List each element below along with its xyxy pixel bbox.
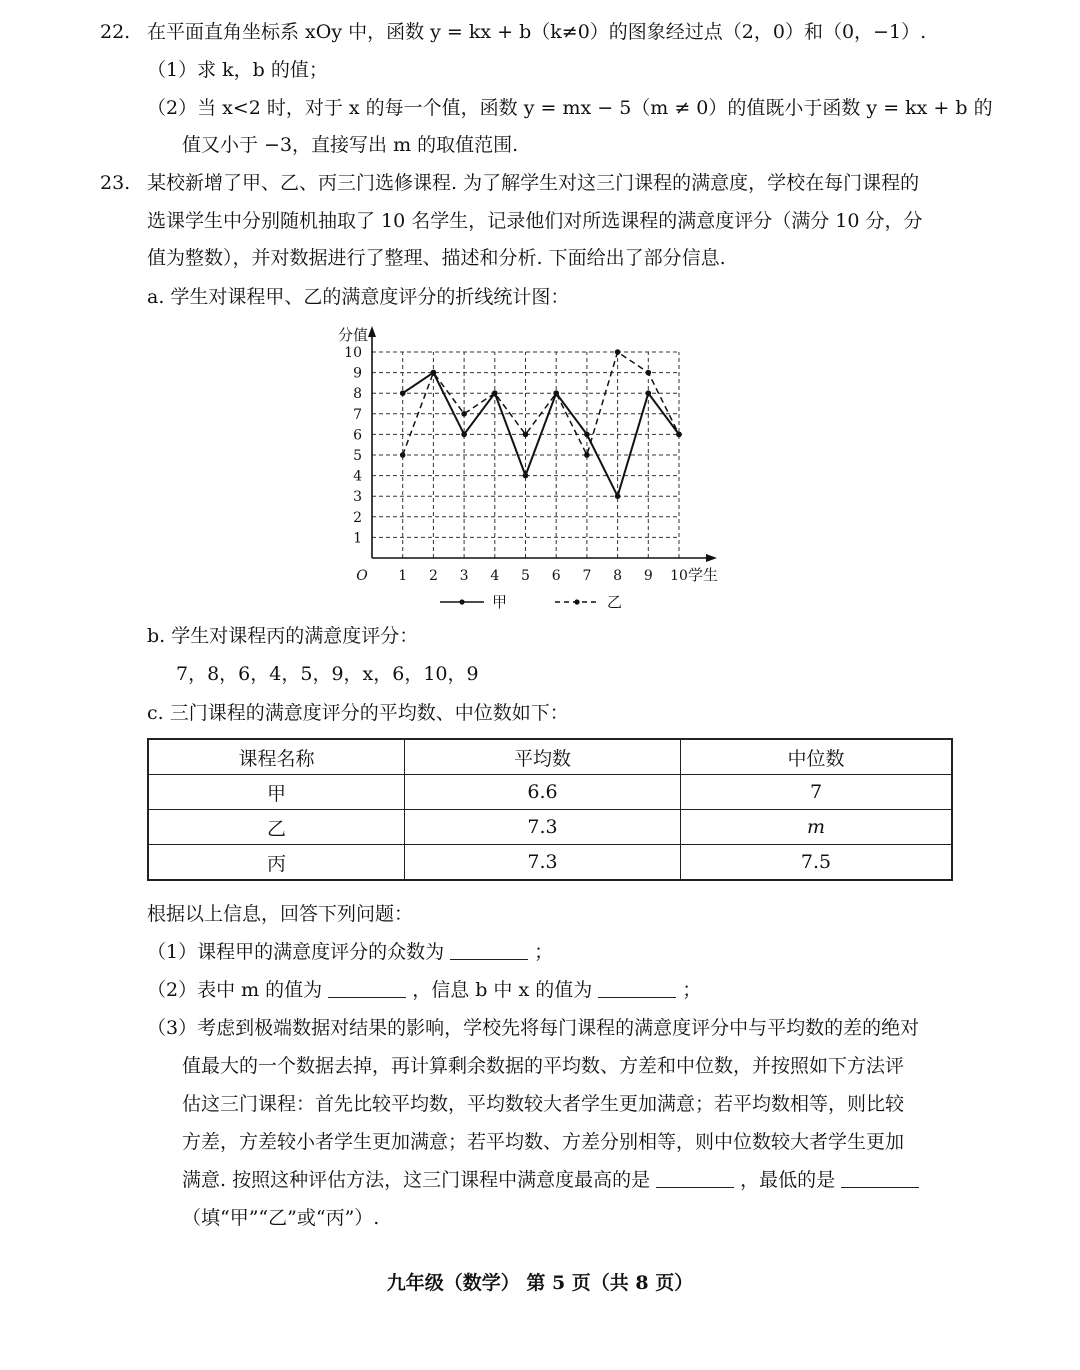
table-cell: 6.6 xyxy=(405,775,681,810)
answer-blank-highest[interactable] xyxy=(656,1169,734,1188)
series-point-1 xyxy=(646,390,652,396)
answer-blank-m[interactable] xyxy=(328,979,406,998)
table-row xyxy=(148,775,952,810)
table-cell: m xyxy=(681,810,953,845)
ans3-line5-text: 满意. 按照这种评估方法，这三门课程中满意度最高的是 xyxy=(182,1169,651,1191)
x-axis-arrow-icon xyxy=(706,554,717,562)
q23-ans3-line1: （3）考虑到极端数据对结果的影响，学校先将每门课程的满意度评分中与平均数的差的绝对 xyxy=(147,1017,920,1039)
answer-blank-lowest[interactable] xyxy=(841,1169,919,1188)
y-tick-label: 8 xyxy=(353,386,362,403)
q23-ans3-line3: 估这三门课程：首先比较平均数，平均数较大者学生更加满意；若平均数相等，则比较 xyxy=(182,1093,905,1115)
q22-part2-line2: 值又小于 −3，直接写出 m 的取值范围. xyxy=(182,134,519,156)
x-tick-label: 10 xyxy=(670,568,688,584)
series-point-1 xyxy=(400,390,406,396)
legend-marker-2 xyxy=(574,599,579,604)
series-point-2 xyxy=(676,432,682,438)
y-tick-label: 4 xyxy=(353,468,362,485)
x-tick-label: 6 xyxy=(551,568,561,584)
table-cell: 甲 xyxy=(148,775,405,810)
y-tick-label: 5 xyxy=(353,448,362,464)
q23-ans3-line5 xyxy=(182,1166,925,1194)
ans2-end: ； xyxy=(682,979,702,1001)
series-point-2 xyxy=(615,349,621,355)
ans3-line5-mid: ，最低的是 xyxy=(740,1169,836,1191)
y-axis-arrow-icon xyxy=(368,326,376,337)
x-tick-label: 4 xyxy=(490,568,500,584)
q23-prompt: 根据以上信息，回答下列问题： xyxy=(147,903,414,925)
q23-stem-line2: 选课学生中分别随机抽取了 10 名学生，记录他们对所选课程的满意度评分（满分 10 分，分 xyxy=(147,210,923,232)
y-tick-label: 1 xyxy=(353,530,362,547)
table-cell: 7.3 xyxy=(405,845,681,881)
y-tick-label: 6 xyxy=(353,427,362,444)
table-row xyxy=(148,845,952,881)
q23-info-c: c. 三门课程的满意度评分的平均数、中位数如下： xyxy=(147,702,569,724)
table-cell: 乙 xyxy=(148,810,405,845)
q23-info-b-data: 7，8，6，4，5，9，x，6，10，9 xyxy=(176,663,479,685)
answer-blank-x[interactable] xyxy=(598,979,676,998)
y-tick-label: 3 xyxy=(353,489,362,506)
ans2-mid-text: ，信息 b 中 x 的值为 xyxy=(412,979,593,1001)
series-point-1 xyxy=(584,432,590,438)
q22-part2-line1: （2）当 x<2 时，对于 x 的每一个值，函数 y = mx − 5（m ≠ 0）的值既小于函数 y = kx + b 的 xyxy=(147,97,993,119)
legend-label-2: 乙 xyxy=(607,593,623,611)
q23-ans2 xyxy=(147,976,701,1004)
series-point-2 xyxy=(431,370,437,376)
x-tick-label: 1 xyxy=(398,568,408,584)
series-point-2 xyxy=(523,432,529,438)
q23-ans3-line6: （填“甲”“乙”或“丙”）. xyxy=(182,1207,380,1229)
x-axis-label: 学生 xyxy=(688,566,719,584)
table-header: 中位数 xyxy=(681,739,953,775)
x-tick-label: 9 xyxy=(643,568,653,584)
series-point-2 xyxy=(400,452,406,458)
table-header: 课程名称 xyxy=(148,739,405,775)
series-point-2 xyxy=(584,452,590,458)
x-tick-label: 8 xyxy=(613,568,623,584)
q23-ans1 xyxy=(147,938,553,966)
table-cell: 丙 xyxy=(148,845,405,881)
q23-ans3-line2: 值最大的一个数据去掉，再计算剩余数据的平均数、方差和中位数，并按照如下方法评 xyxy=(182,1055,905,1077)
series-point-1 xyxy=(523,473,529,479)
y-tick-label: 9 xyxy=(353,365,362,382)
series-point-1 xyxy=(461,432,467,438)
page-footer: 九年级（数学） 第 5 页（共 8 页） xyxy=(386,1272,694,1294)
table-row xyxy=(148,810,952,845)
q23-stem-line3: 值为整数），并对数据进行了整理、描述和分析. 下面给出了部分信息. xyxy=(147,247,726,269)
y-tick-label: 2 xyxy=(353,509,362,526)
x-tick-label: 2 xyxy=(428,568,438,584)
q22-part1: （1）求 k，b 的值； xyxy=(147,59,328,81)
origin-label: O xyxy=(356,568,368,584)
x-tick-label: 5 xyxy=(521,568,530,584)
answer-blank-1[interactable] xyxy=(450,941,528,960)
table-cell: 7.3 xyxy=(405,810,681,845)
y-tick-label: 10 xyxy=(344,345,362,361)
x-tick-label: 3 xyxy=(459,568,469,584)
legend-label-1: 甲 xyxy=(492,593,508,611)
q23-stem-line1: 某校新增了甲、乙、丙三门选修课程. 为了解学生对这三门课程的满意度，学校在每门课程的 xyxy=(147,172,920,194)
table-cell: 7 xyxy=(681,775,953,810)
q23-number: 23. xyxy=(100,172,131,194)
ans1-end: ； xyxy=(534,941,554,963)
series-point-2 xyxy=(461,411,467,417)
series-point-2 xyxy=(553,390,559,396)
q23-info-a: a. 学生对课程甲、乙的满意度评分的折线统计图： xyxy=(147,286,570,308)
series-point-2 xyxy=(646,370,652,376)
q22-number: 22. xyxy=(100,21,131,43)
series-point-2 xyxy=(492,390,498,396)
legend-marker-1 xyxy=(459,599,464,604)
q23-ans3-line4: 方差，方差较小者学生更加满意；若平均数、方差分别相等，则中位数较大者学生更加 xyxy=(182,1131,905,1153)
ans1-text: （1）课程甲的满意度评分的众数为 xyxy=(147,941,445,963)
table-header: 平均数 xyxy=(405,739,681,775)
table-cell: 7.5 xyxy=(681,845,953,881)
q23-info-b: b. 学生对课程丙的满意度评分： xyxy=(147,625,419,647)
table-header-row xyxy=(148,739,952,775)
q22-stem: 在平面直角坐标系 xOy 中，函数 y = kx + b（k≠0）的图象经过点（2，0）和（0，−1）. xyxy=(147,21,927,43)
stats-table xyxy=(147,738,953,881)
series-point-1 xyxy=(615,493,621,499)
ans2-text: （2）表中 m 的值为 xyxy=(147,979,323,1001)
x-tick-label: 7 xyxy=(582,568,592,584)
y-axis-label: 分值 xyxy=(337,326,368,344)
series-line-2 xyxy=(403,352,679,455)
y-tick-label: 7 xyxy=(353,406,362,423)
line-chart xyxy=(320,320,740,620)
